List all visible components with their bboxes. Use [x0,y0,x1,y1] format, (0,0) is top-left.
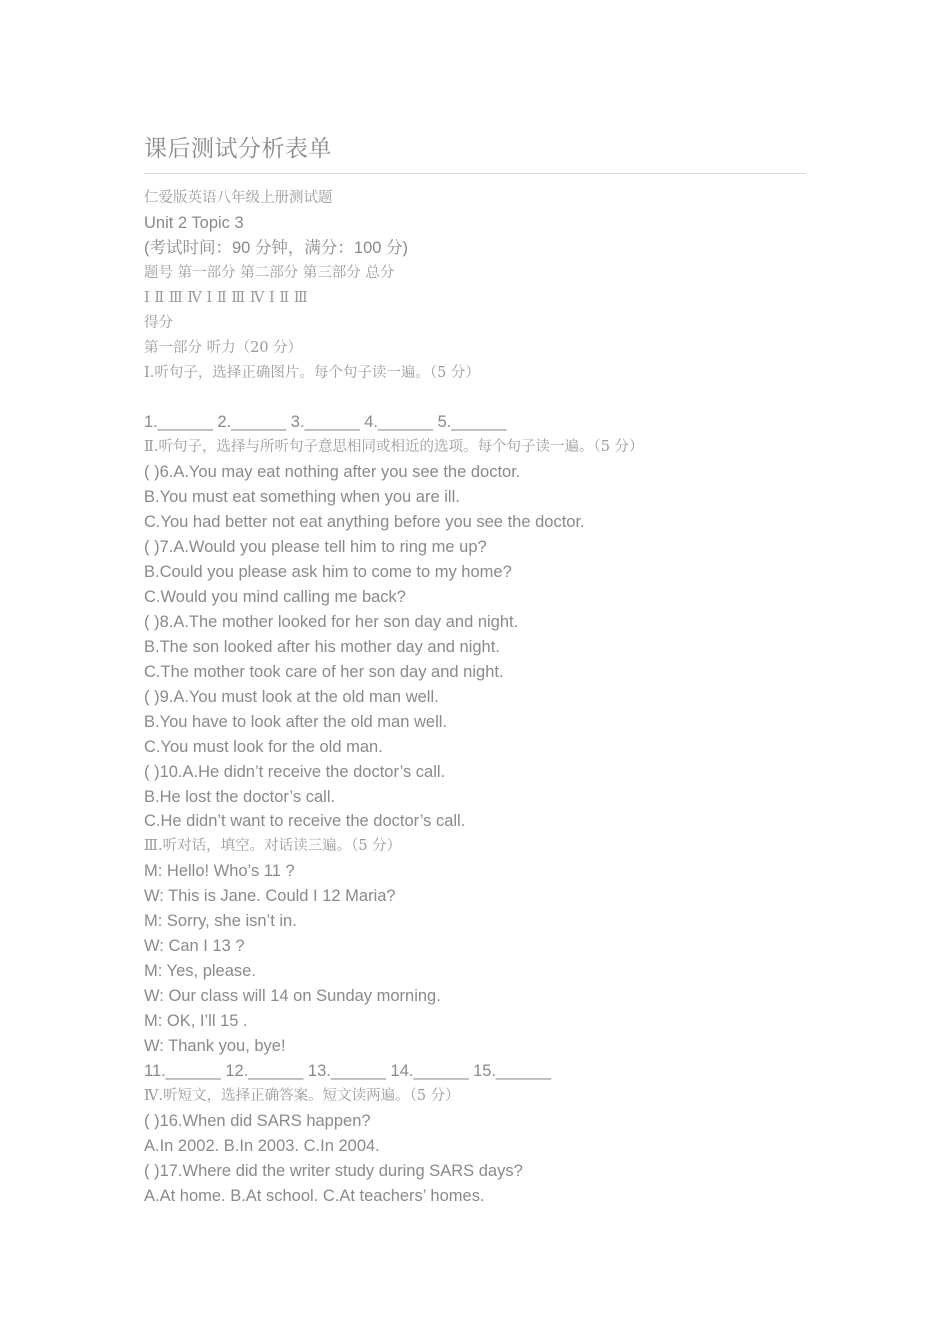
text-line: ( )10.A.He didn’t receive the doctor’s call. [144,762,446,781]
text-line: B.Could you please ask him to come to my home? [144,563,512,582]
text-line: ( )6.A.You may eat nothing after you see the doctor. [144,463,521,482]
text-line: ( )16.When did SARS happen? [144,1111,371,1130]
text-line: Ⅱ.听句子，选择与所听句子意思相同或相近的选项。每个句子读一遍。（5 分） [144,439,644,456]
text-line: C.Would you mind calling me back? [144,588,406,606]
document-page [144,128,806,1208]
text-line: ( )9.A.You must look at the old man well. [144,687,439,706]
text-line: ( )8.A.The mother looked for her son day and night. [144,612,519,631]
text-line: A.At home. B.At school. C.At teachers’ homes. [144,1186,485,1205]
text-line: Ⅲ.听对话，填空。对话读三遍。（5 分） [144,838,402,855]
text-line: Unit 2 Topic 3 [144,213,244,232]
text-line: 第一部分 听力（20 分） [144,339,303,356]
text-line: W: Our class will 14 on Sunday morning. [144,987,441,1005]
blank-line [144,386,806,411]
text-line: M: Sorry, she isn’t in. [144,912,297,931]
text-line: W: This is Jane. Could I 12 Maria? [144,887,396,906]
text-line: 仁爱版英语八年级上册测试题 [144,190,333,206]
text-line: 11.______ 12.______ 13.______ 14.______ 15.______ [144,1061,552,1080]
text-line: (考试时间：90 分钟，满分：100 分) [144,238,409,257]
document-body [144,186,806,1208]
title-divider [144,173,806,174]
text-line: 1.______ 2.______ 3.______ 4.______ 5.______ [144,413,507,432]
text-line: W: Thank you, bye! [144,1036,286,1055]
text-line: A.In 2002. B.In 2003. C.In 2004. [144,1136,380,1155]
text-line: M: Hello! Who’s 11 ? [144,862,295,881]
text-line: C.You must look for the old man. [144,737,383,756]
text-line: C.You had better not eat anything before you see the doctor. [144,513,585,532]
text-line: C.The mother took care of her son day and night. [144,662,504,681]
text-line: 题号 第一部分 第二部分 第三部分 总分 [144,264,395,281]
text-line: Ⅰ.听句子，选择正确图片。每个句子读一遍。（5 分） [144,364,480,381]
text-line: M: OK, I’ll 15 . [144,1011,248,1030]
text-line: W: Can I 13 ? [144,937,245,956]
text-line: 得分 [144,314,173,331]
text-line: Ⅰ Ⅱ Ⅲ Ⅳ Ⅰ Ⅱ Ⅲ Ⅳ Ⅰ Ⅱ Ⅲ [144,289,308,306]
text-line: ( )17.Where did the writer study during SARS days? [144,1161,523,1180]
text-line: B.You must eat something when you are ill. [144,488,460,507]
text-line: M: Yes, please. [144,962,256,981]
text-line: B.He lost the doctor’s call. [144,787,336,806]
text-line: ( )7.A.Would you please tell him to ring me up? [144,538,487,557]
text-line: B.You have to look after the old man well. [144,712,447,731]
text-line: Ⅳ.听短文，选择正确答案。短文读两遍。（5 分） [144,1087,460,1104]
text-line: C.He didn’t want to receive the doctor’s call. [144,812,466,831]
document-title: 课后测试分析表单 [144,136,332,162]
text-line: B.The son looked after his mother day and night. [144,637,500,656]
